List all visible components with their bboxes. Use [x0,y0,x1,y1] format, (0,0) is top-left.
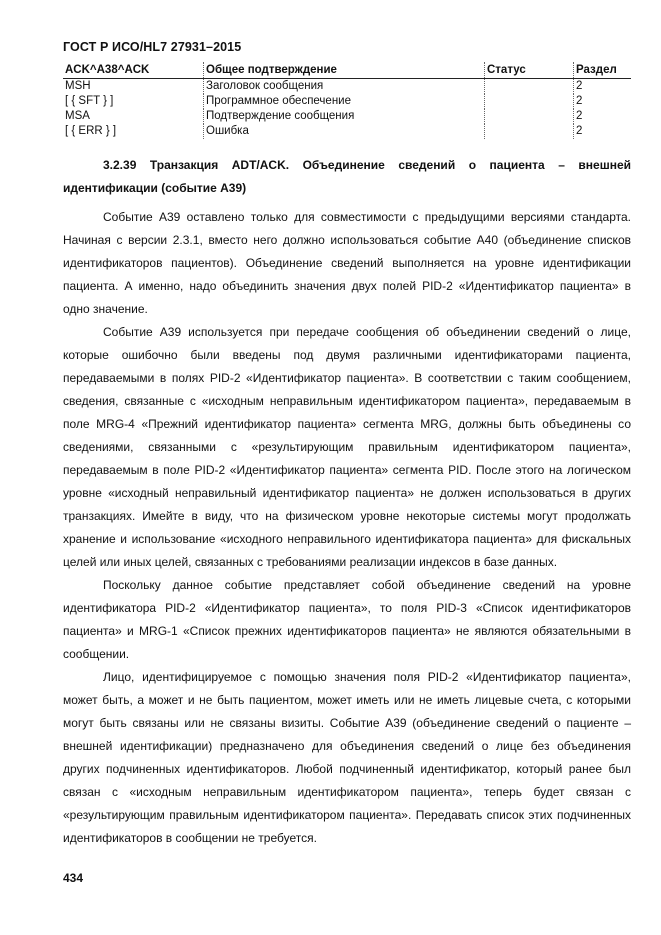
cell-description: Подтверждение сообщения [204,109,485,124]
table-header-row [63,62,631,79]
cell-status [485,124,574,139]
cell-description: Программное обеспечение [204,94,485,109]
paragraph: Событие A39 оставлено только для совместимости с предыдущими версиями стандарта. Начиная с версии 2.3.1, вместо него должно использоваться событие A40 (объединение списков идентификаторов пациентов). Объединение сведений выполняется на уровне идентификации пациента. А именно, надо объединить значения двух полей PID-2 «Идентификатор пациента» в одно значение. [63,210,631,316]
cell-segment: [ { SFT } ] [65,95,114,107]
cell-description: Заголовок сообщения [204,79,485,95]
table-row [63,94,631,109]
cell-status [485,79,574,95]
paragraph: Лицо, идентифицируемое с помощью значения поля PID-2 «Идентификатор пациента», может быть, а может и не быть пациентом, может иметь или не иметь лицевые счета, с которыми могут быть связаны или не связаны визиты. Событие A39 (объединение сведений о пациенте – внешней идентификации) предназначено для объединения сведений о лице без объединения других подчиненных идентификаторов. Любой подчиненный идентификатор, который ранее был связан с «исходным неправильным идентификатором пациента», теперь будет связан с «результирующим правильным идентификатором пациента». Передавать список этих подчиненных идентификаторов в сообщении не требуется. [63,670,631,845]
paragraph: Событие A39 используется при передаче сообщения об объединении сведений о лице, которые ошибочно были введены под двумя различными идентификаторами пациента, передаваемыми в полях PID-2 «Идентификатор пациента». В соответствии с таким сообщением, сведения, связанные с «исходным неправильным идентификатором пациента», передаваемым в поле MRG-4 «Прежний идентификатор пациента» сегмента MRG, должны быть объединены со сведениями, связанными с «результирующим правильным идентификатором пациента», передаваемым в поле PID-2 «Идентификатор пациента» сегмента PID. После этого на логическом уровне «исходный неправильный идентификатор пациента» не должен использоваться в других транзакциях. Имейте в виду, что на физическом уровне некоторые системы могут продолжать хранение и использование «исходного неправильного идентификатора пациента» для фискальных целей или иных целей, связанных с требованиями реализации индексов в базе данных. [63,325,631,569]
cell-section: 2 [574,94,632,109]
cell-segment: MSA [65,110,90,122]
section-title: 3.2.39 Транзакция ADT/ACK. Объединение сведений о пациента – внешней идентификации (событие A39) [63,158,631,195]
cell-section: 2 [574,109,632,124]
table-row [63,124,631,139]
cell-segment: MSH [65,80,91,92]
paragraph: Поскольку данное событие представляет собой объединение сведений на уровне идентификатора PID-2 «Идентификатор пациента», то поля PID-3 «Список идентификаторов пациента» и MRG-1 «Список прежних идентификаторов пациента» не являются обязательными в сообщении. [63,578,631,661]
message-structure-table [63,62,631,139]
column-header-message: ACK^A38^ACK [63,62,204,79]
column-header-description: Общее подтверждение [204,62,485,79]
cell-status [485,109,574,124]
table-row [63,79,631,95]
column-header-status: Статус [485,62,574,79]
column-header-section: Раздел [574,62,632,79]
cell-section: 2 [574,124,632,139]
cell-description: Ошибка [204,124,485,139]
cell-section: 2 [574,79,632,95]
cell-segment: [ { ERR } ] [65,125,117,137]
table-row [63,109,631,124]
cell-status [485,94,574,109]
page-number: 434 [63,871,84,885]
body-text [63,206,631,850]
document-header: ГОСТ Р ИСО/HL7 27931–2015 [63,40,242,54]
